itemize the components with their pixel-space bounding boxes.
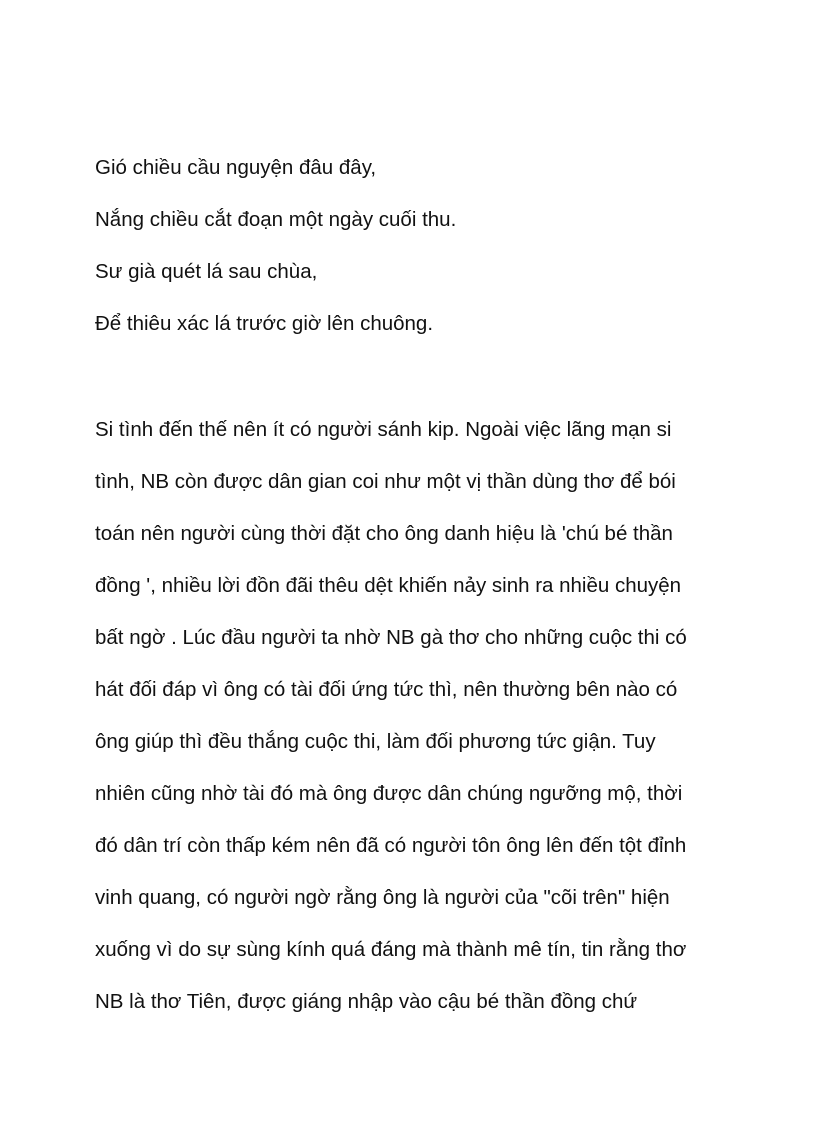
poem-line: Nắng chiều cắt đoạn một ngày cuối thu. bbox=[95, 208, 457, 231]
paragraph-line: hát đối đáp vì ông có tài đối ứng tức thì, nên thường bên nào có bbox=[95, 678, 678, 701]
paragraph-line: nhiên cũng nhờ tài đó mà ông được dân chúng ngưỡng mộ, thời bbox=[95, 782, 683, 805]
paragraph-line: NB là thơ Tiên, được giáng nhập vào cậu bé thần đồng chứ bbox=[95, 990, 638, 1013]
paragraph-line: toán nên người cùng thời đặt cho ông danh hiệu là 'chú bé thần bbox=[95, 522, 673, 545]
paragraph-line: Si tình đến thế nên ít có người sánh kip. Ngoài việc lãng mạn si bbox=[95, 418, 672, 441]
paragraph-line: xuống vì do sự sùng kính quá đáng mà thành mê tín, tin rằng thơ bbox=[95, 938, 687, 961]
paragraph-line: đồng ', nhiều lời đồn đãi thêu dệt khiến nảy sinh ra nhiều chuyện bbox=[95, 574, 682, 597]
paragraph-line: bất ngờ . Lúc đầu người ta nhờ NB gà thơ cho những cuộc thi có bbox=[95, 626, 687, 649]
paragraph-line: tình, NB còn được dân gian coi như một vị thần dùng thơ để bói bbox=[95, 470, 676, 493]
paragraph-line: đó dân trí còn thấp kém nên đã có người tôn ông lên đến tột đỉnh bbox=[95, 834, 687, 857]
poem-line: Sư già quét lá sau chùa, bbox=[95, 260, 318, 283]
poem-line: Để thiêu xác lá trước giờ lên chuông. bbox=[95, 312, 434, 335]
paragraph-line: vinh quang, có người ngờ rằng ông là người của "cõi trên" hiện bbox=[95, 886, 670, 909]
poem-line: Gió chiều cầu nguyện đâu đây, bbox=[95, 156, 377, 179]
paragraph-line: ông giúp thì đều thắng cuộc thi, làm đối phương tức giận. Tuy bbox=[95, 730, 656, 753]
